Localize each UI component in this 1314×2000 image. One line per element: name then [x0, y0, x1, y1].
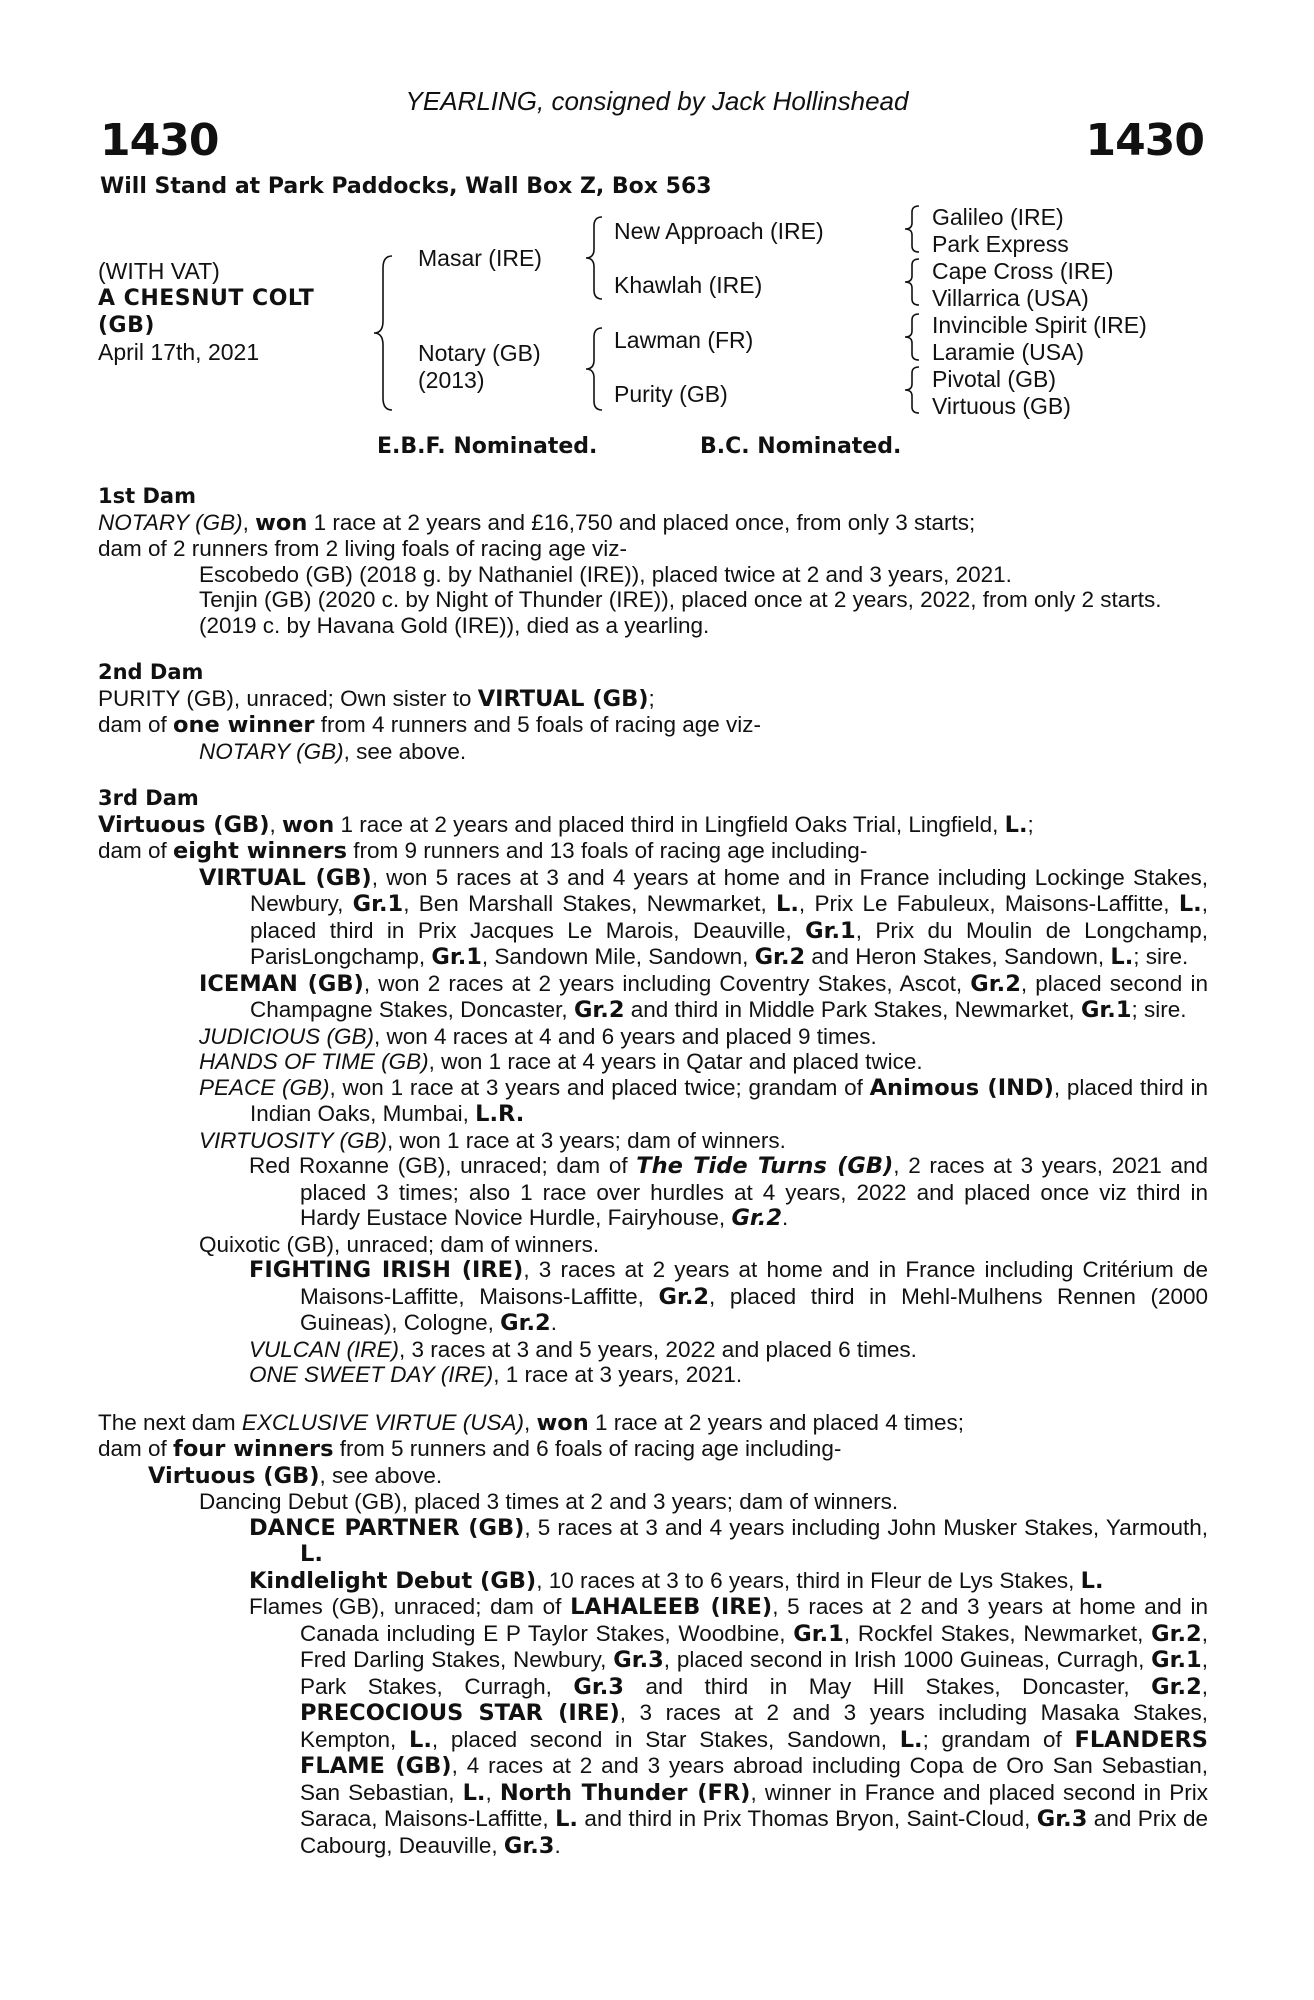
first-dam-produce-3: (2019 c. by Havana Gold (IRE)), died as a yearling. — [199, 612, 710, 638]
pedigree-dss: Invincible Spirit (IRE) — [932, 312, 1147, 338]
pedigree-brace-gen3-1 — [903, 205, 921, 253]
foaling-date: April 17th, 2021 — [98, 339, 260, 365]
pedigree-sss: Galileo (IRE) — [932, 204, 1064, 230]
bc-nominated: B.C. Nominated. — [700, 434, 902, 459]
pedigree-brace-gen1 — [372, 255, 394, 411]
lot-number-left: 1430 — [100, 115, 219, 166]
next-dam-produce-summary: dam of four winners from 5 runners and 6 foals of racing age including- — [98, 1436, 842, 1462]
pedigree-dds: Pivotal (GB) — [932, 366, 1056, 392]
second-dam-produce-summary: dam of one winner from 4 runners and 5 foals of racing age viz- — [98, 712, 761, 738]
first-dam-produce-1: Escobedo (GB) (2018 g. by Nathaniel (IRE)), placed twice at 2 and 3 years, 2021. — [199, 561, 1012, 587]
produce-dance-partner: DANCE PARTNER (GB), 5 races at 3 and 4 years including John Musker Stakes, Yarmouth, L. — [249, 1514, 1208, 1567]
produce-virtuosity: VIRTUOSITY (GB), won 1 race at 3 years; dam of winners. — [199, 1127, 786, 1153]
catalogue-text — [98, 484, 1208, 1859]
pedigree-dam-dam: Purity (GB) — [614, 381, 728, 407]
stand-location: Will Stand at Park Paddocks, Wall Box Z, Box 563 — [100, 174, 712, 199]
pedigree-ssd: Park Express — [932, 231, 1069, 257]
produce-quixotic: Quixotic (GB), unraced; dam of winners. — [199, 1231, 600, 1257]
pedigree-brace-gen2-sire — [584, 216, 604, 300]
pedigree-sire: Masar (IRE) — [418, 245, 542, 271]
pedigree-brace-gen3-2 — [903, 258, 921, 306]
pedigree-dam-sire: Lawman (FR) — [614, 327, 754, 353]
pedigree-brace-gen2-dam — [584, 327, 604, 411]
second-dam-heading: 2nd Dam — [98, 660, 204, 684]
produce-dancing-debut: Dancing Debut (GB), placed 3 times at 2 and 3 years; dam of winners. — [199, 1489, 899, 1514]
produce-fighting-irish: FIGHTING IRISH (IRE), 3 races at 2 years at home and in France including Critérium de Maisons-Laffitte, Maisons-Laffitte, Gr.2, placed third in Mehl-Mulhens Rennen (2000 Guineas), Cologne, Gr.2. — [249, 1257, 1208, 1336]
ebf-nominated: E.B.F. Nominated. — [377, 434, 598, 459]
pedigree-dsd: Laramie (USA) — [932, 339, 1085, 365]
second-dam-produce-1: NOTARY (GB), see above. — [199, 738, 467, 764]
pedigree-brace-gen3-3 — [903, 313, 921, 361]
consignor-line: YEARLING, consigned by Jack Hollinshead — [405, 86, 909, 116]
second-dam-record: PURITY (GB), unraced; Own sister to VIRTUAL (GB); — [98, 685, 655, 712]
first-dam-produce-2: Tenjin (GB) (2020 c. by Night of Thunder (IRE)), placed once at 2 years, 2022, from only 2 starts. — [199, 587, 1162, 612]
produce-iceman: ICEMAN (GB), won 2 races at 2 years including Coventry Stakes, Ascot, Gr.2, placed second in Champagne Stakes, Doncaster, Gr.2 and third in Middle Park Stakes, Newmarket, Gr.1; sire. — [199, 970, 1209, 1023]
produce-kindlelight-debut: Kindlelight Debut (GB), 10 races at 3 to 6 years, third in Fleur de Lys Stakes, L. — [249, 1567, 1104, 1594]
produce-flames: Flames (GB), unraced; dam of LAHALEEB (IRE), 5 races at 2 and 3 years at home and in Canada including E P Taylor Stakes, Woodbine, Gr.1, Rockfel Stakes, Newmarket, Gr.2, Fred Darling Stakes, Newbury, Gr.3, placed second in Irish 1000 Guineas, Curragh, Gr.1, Park Stakes, Curragh, Gr.3 and third in May Hill Stakes, Doncaster, Gr.2, PRECOCIOUS STAR (IRE), 3 races at 2 and 3 years including Masaka Stakes, Kempton, L., placed second in Star Stakes, Sandown, L.; grandam of FLANDERS FLAME (GB), 4 races at 2 and 3 years abroad including Copa de Oro San Sebastian, San Sebastian, L., North Thunder (FR), winner in France and placed second in Prix Saraca, Maisons-Laffitte, L. and third in Prix Thomas Bryon, Saint-Cloud, Gr.3 and Prix de Cabourg, Deauville, Gr.3. — [249, 1594, 1209, 1859]
lot-number-right: 1430 — [1085, 115, 1204, 166]
vat-note: (WITH VAT) — [98, 258, 220, 284]
produce-virtual: VIRTUAL (GB), won 5 races at 3 and 4 years at home and in France including Lockinge Stakes, Newbury, Gr.1, Ben Marshall Stakes, Newmarket, L., Prix Le Fabuleux, Maisons-Laffitte, L., placed third in Prix Jacques Le Marois, Deauville, Gr.1, Prix du Moulin de Longchamp, ParisLongchamp, Gr.1, Sandown Mile, Sandown, Gr.2 and Heron Stakes, Sandown, L.; sire. — [199, 864, 1208, 970]
third-dam-record: Virtuous (GB), won 1 race at 2 years and placed third in Lingfield Oaks Trial, Lingfield, L.; — [98, 811, 1034, 838]
third-dam-heading: 3rd Dam — [98, 786, 199, 810]
pedigree-sdd: Villarrica (USA) — [932, 285, 1089, 311]
produce-red-roxanne: Red Roxanne (GB), unraced; dam of The Tide Turns (GB), 2 races at 3 years, 2021 and placed 3 times; also 1 race over hurdles at 4 years, 2022 and placed once viz third in Hardy Eustace Novice Hurdle, Fairyhouse, Gr.2. — [249, 1153, 1208, 1231]
pedigree-sire-sire: New Approach (IRE) — [614, 218, 824, 244]
produce-vulcan: VULCAN (IRE), 3 races at 3 and 5 years, 2022 and placed 6 times. — [249, 1336, 917, 1362]
produce-virtuous: Virtuous (GB), see above. — [148, 1462, 443, 1489]
pedigree-dam: Notary (GB) — [418, 340, 541, 366]
horse-origin: (GB) — [98, 313, 155, 338]
first-dam-produce-summary: dam of 2 runners from 2 living foals of racing age viz- — [98, 536, 627, 561]
produce-judicious: JUDICIOUS (GB), won 4 races at 4 and 6 years and placed 9 times. — [199, 1023, 877, 1049]
produce-hands-of-time: HANDS OF TIME (GB), won 1 race at 4 years in Qatar and placed twice. — [199, 1049, 923, 1074]
pedigree-brace-gen3-4 — [903, 366, 921, 414]
produce-one-sweet-day: ONE SWEET DAY (IRE), 1 race at 3 years, 2021. — [249, 1362, 743, 1387]
next-dam-record: The next dam EXCLUSIVE VIRTUE (USA), won 1 race at 2 years and placed 4 times; — [98, 1409, 964, 1436]
first-dam-heading: 1st Dam — [98, 484, 196, 508]
pedigree-sire-dam: Khawlah (IRE) — [614, 272, 763, 298]
pedigree-ddd: Virtuous (GB) — [932, 393, 1071, 419]
produce-peace: PEACE (GB), won 1 race at 3 years and placed twice; grandam of Animous (IND), placed third in Indian Oaks, Mumbai, L.R. — [199, 1074, 1208, 1127]
horse-description — [98, 258, 314, 366]
pedigree-sds: Cape Cross (IRE) — [932, 258, 1114, 284]
first-dam-record: NOTARY (GB), won 1 race at 2 years and £16,750 and placed once, from only 3 starts; — [98, 509, 976, 536]
third-dam-produce-summary: dam of eight winners from 9 runners and 13 foals of racing age including- — [98, 838, 868, 864]
horse-name: A CHESNUT COLT — [98, 286, 315, 311]
pedigree-dam-year: (2013) — [418, 367, 485, 393]
